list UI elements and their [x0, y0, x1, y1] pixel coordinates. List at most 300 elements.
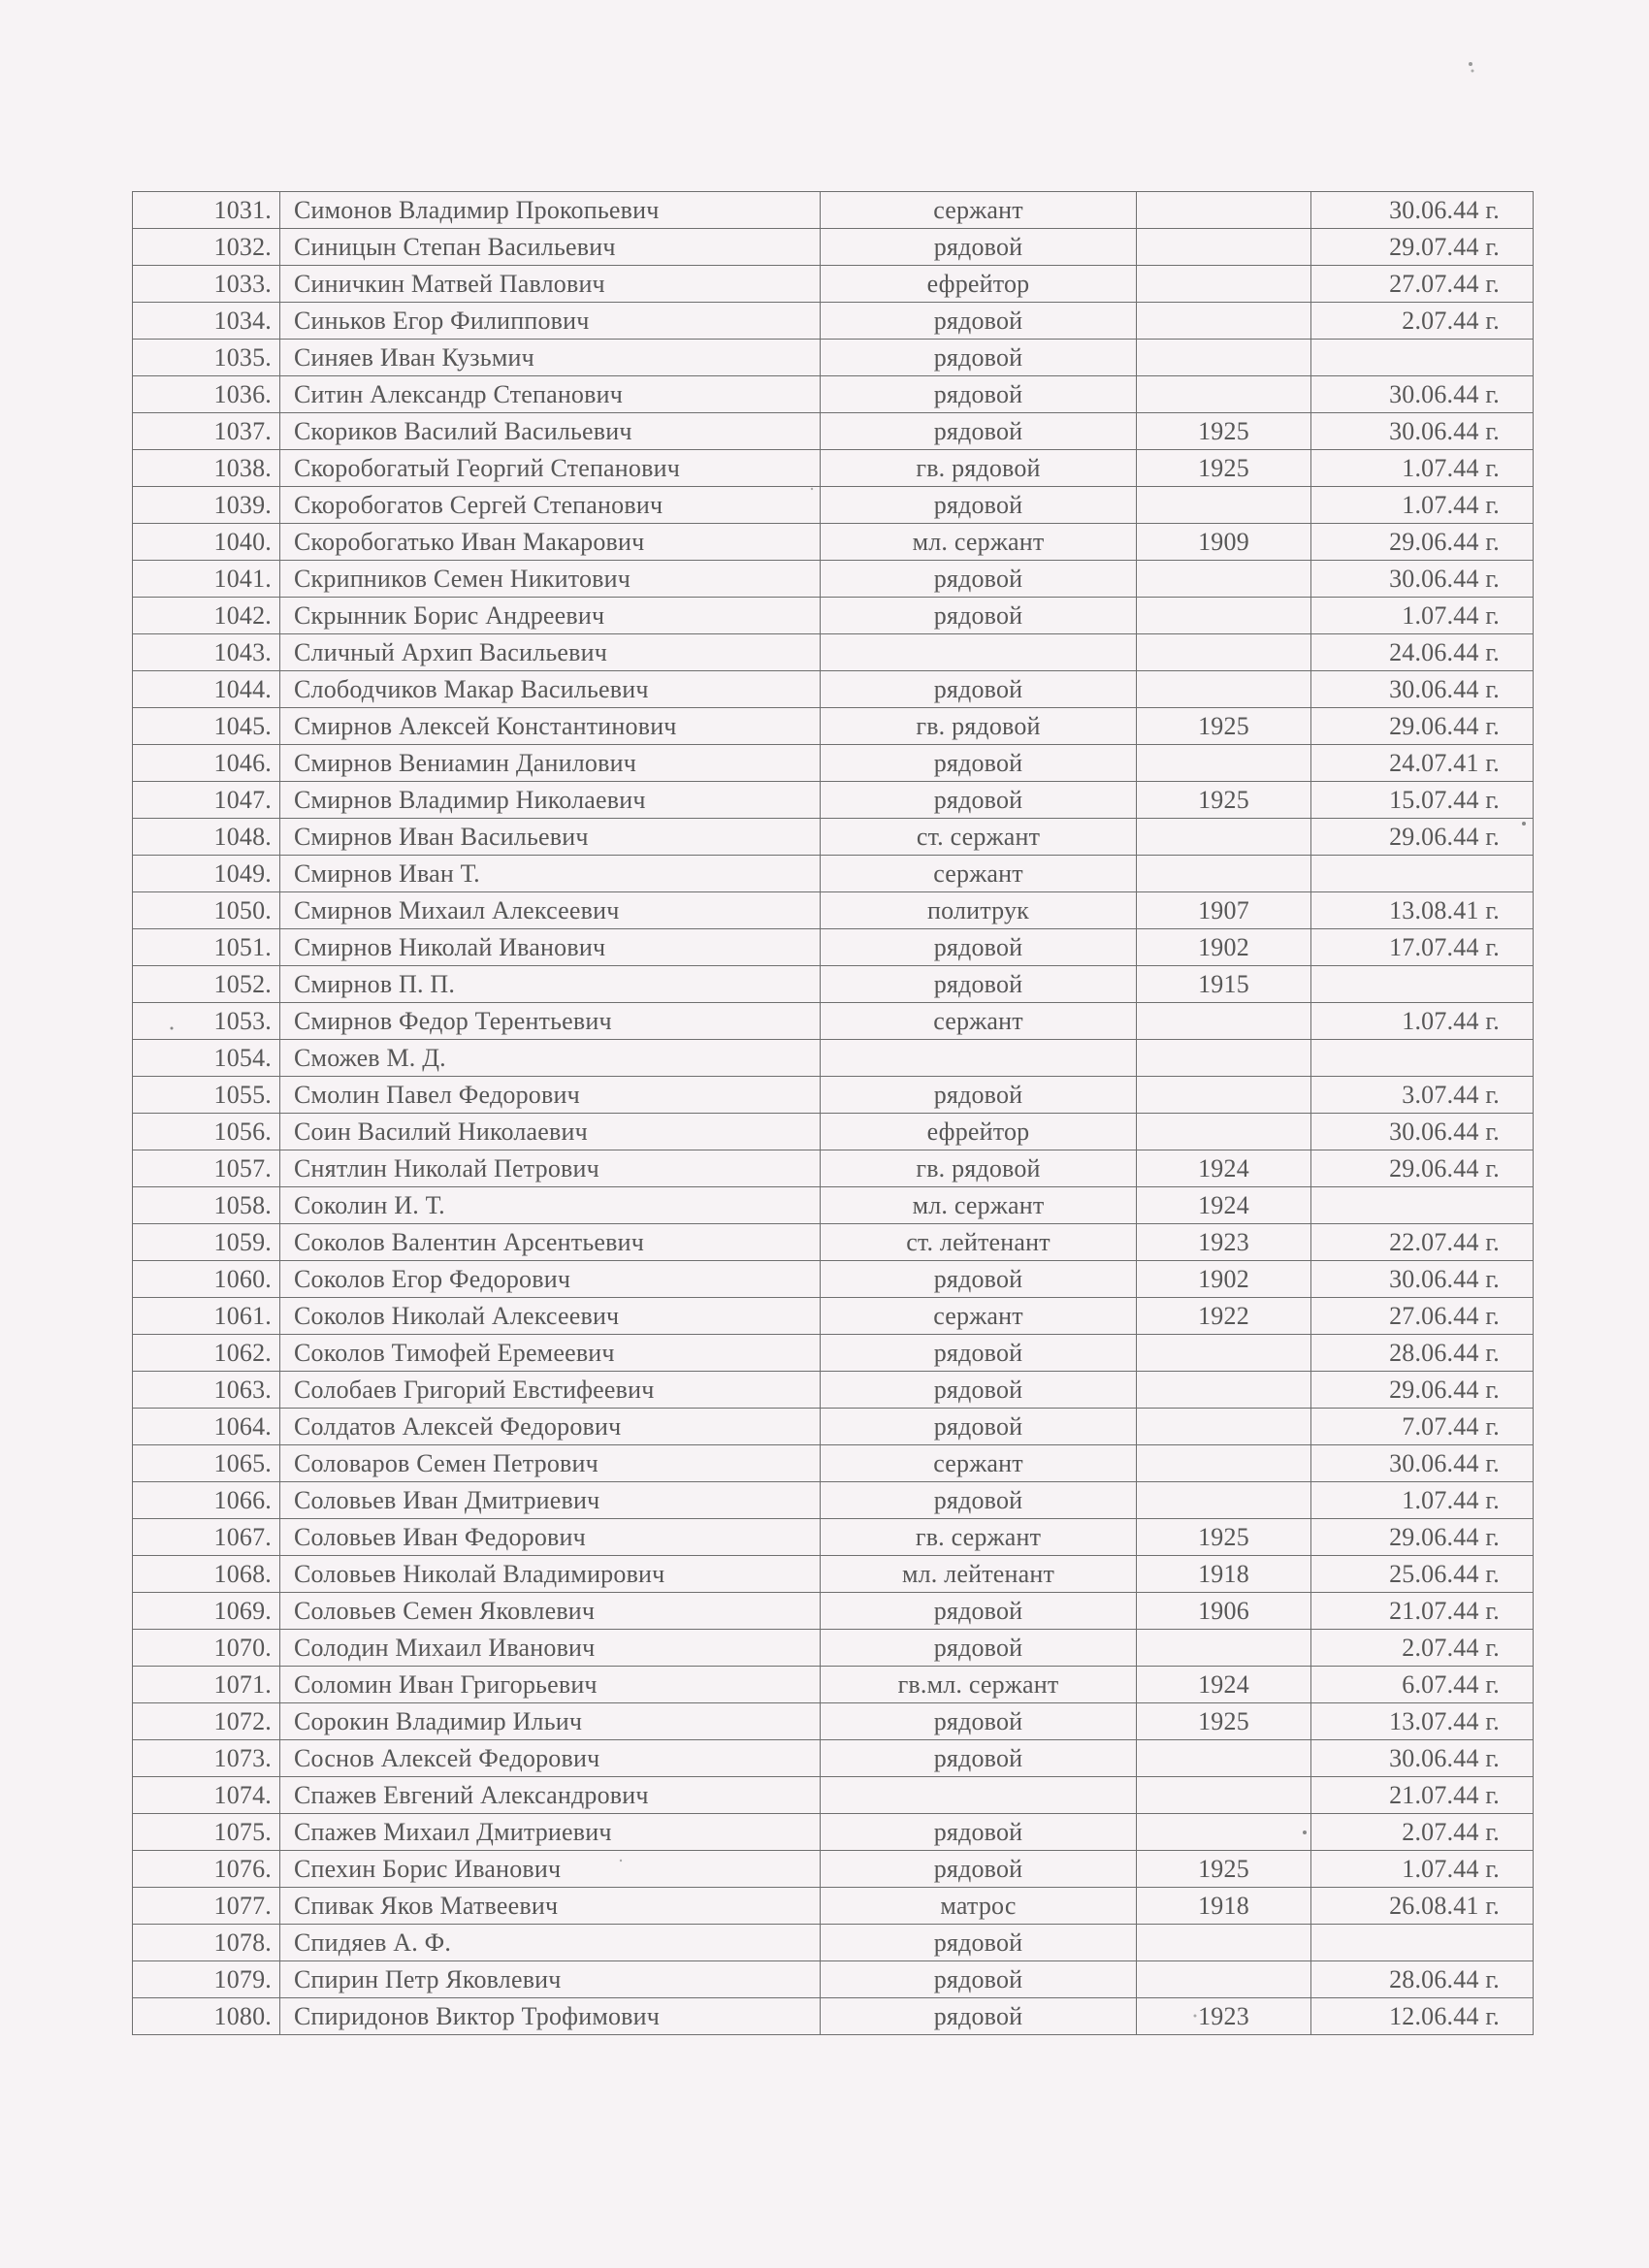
date-of-death: 29.07.44 г. — [1389, 233, 1500, 261]
date-of-death: 30.06.44 г. — [1389, 1449, 1500, 1477]
birth-year-cell — [1137, 1298, 1311, 1335]
row-number: 1070. — [213, 1634, 272, 1662]
military-rank-cell — [821, 966, 1137, 1003]
person-name-cell — [280, 1335, 821, 1372]
row-number-cell — [133, 1261, 280, 1298]
military-rank: рядовой — [933, 749, 1023, 777]
birth-year-cell — [1137, 450, 1311, 487]
military-rank-cell — [821, 303, 1137, 340]
table-row — [133, 782, 1534, 819]
birth-year: 1915 — [1198, 970, 1249, 998]
military-rank-cell — [821, 1777, 1137, 1814]
military-rank: рядовой — [933, 1486, 1023, 1514]
person-name: Смирнов Иван Васильевич — [294, 823, 589, 851]
date-of-death-cell — [1311, 192, 1534, 229]
military-rank-cell — [821, 1187, 1137, 1224]
register-body — [133, 192, 1534, 2035]
row-number: 1053. — [213, 1007, 272, 1035]
row-number: 1054. — [213, 1044, 272, 1072]
person-name-cell — [280, 1114, 821, 1150]
date-of-death-cell — [1311, 1740, 1534, 1777]
person-name-cell — [280, 1261, 821, 1298]
table-row — [133, 229, 1534, 266]
military-rank-cell — [821, 450, 1137, 487]
row-number: 1044. — [213, 675, 272, 703]
military-rank-cell — [821, 229, 1137, 266]
person-name: Солодин Михаил Иванович — [294, 1634, 596, 1662]
date-of-death: 30.06.44 г. — [1389, 1744, 1500, 1772]
row-number-cell — [133, 1630, 280, 1667]
birth-year-cell — [1137, 376, 1311, 413]
person-name: Соловьев Семен Яковлевич — [294, 1597, 596, 1625]
row-number-cell — [133, 819, 280, 856]
military-rank: рядовой — [933, 233, 1023, 261]
military-rank: гв. сержант — [915, 1523, 1042, 1551]
person-name: Спирин Петр Яковлевич — [294, 1965, 562, 1993]
row-number-cell — [133, 1777, 280, 1814]
person-name-cell — [280, 1150, 821, 1187]
date-of-death: 1.07.44 г. — [1402, 491, 1500, 519]
military-rank-cell — [821, 376, 1137, 413]
row-number-cell — [133, 1814, 280, 1851]
person-name-cell — [280, 966, 821, 1003]
date-of-death-cell — [1311, 1445, 1534, 1482]
date-of-death-cell — [1311, 1556, 1534, 1593]
birth-year: 1925 — [1198, 1855, 1249, 1883]
row-number-cell — [133, 1335, 280, 1372]
row-number-cell — [133, 376, 280, 413]
birth-year-cell — [1137, 966, 1311, 1003]
row-number: 1036. — [213, 380, 272, 408]
military-rank-cell — [821, 708, 1137, 745]
person-name-cell — [280, 192, 821, 229]
military-rank: рядовой — [933, 675, 1023, 703]
person-name: Сорокин Владимир Ильич — [294, 1707, 583, 1735]
row-number-cell — [133, 413, 280, 450]
military-rank-cell — [821, 745, 1137, 782]
date-of-death: 30.06.44 г. — [1389, 417, 1500, 445]
person-name: Спивак Яков Матвеевич — [294, 1892, 559, 1920]
person-name: Смирнов Иван Т. — [294, 859, 480, 888]
military-rank-cell — [821, 413, 1137, 450]
date-of-death: 27.07.44 г. — [1389, 270, 1500, 298]
date-of-death: 24.06.44 г. — [1389, 638, 1500, 666]
birth-year-cell — [1137, 598, 1311, 634]
table-row — [133, 1482, 1534, 1519]
person-name-cell — [280, 892, 821, 929]
date-of-death-cell — [1311, 1703, 1534, 1740]
person-name: Смирнов Николай Иванович — [294, 933, 606, 961]
birth-year-cell — [1137, 1630, 1311, 1667]
row-number: 1071. — [213, 1670, 272, 1699]
person-name-cell — [280, 856, 821, 892]
person-name-cell — [280, 1667, 821, 1703]
table-row — [133, 1630, 1534, 1667]
military-rank: ефрейтор — [926, 270, 1030, 298]
birth-year: 1925 — [1198, 786, 1249, 814]
row-number: 1031. — [213, 196, 272, 224]
birth-year-cell — [1137, 1409, 1311, 1445]
date-of-death: 1.07.44 г. — [1402, 601, 1500, 630]
military-rank: рядовой — [933, 491, 1023, 519]
date-of-death-cell — [1311, 745, 1534, 782]
person-name-cell — [280, 1703, 821, 1740]
military-rank-cell — [821, 1961, 1137, 1998]
date-of-death-cell — [1311, 819, 1534, 856]
date-of-death: 26.08.41 г. — [1389, 1892, 1500, 1920]
row-number: 1075. — [213, 1818, 272, 1846]
row-number-cell — [133, 892, 280, 929]
row-number: 1056. — [213, 1118, 272, 1146]
row-number-cell — [133, 1703, 280, 1740]
person-name: Синьков Егор Филиппович — [294, 307, 590, 335]
row-number-cell — [133, 1114, 280, 1150]
birth-year-cell — [1137, 487, 1311, 524]
person-name: Слободчиков Макар Васильевич — [294, 675, 649, 703]
person-name: Смирнов П. П. — [294, 970, 456, 998]
birth-year-cell — [1137, 229, 1311, 266]
military-rank: рядовой — [933, 1818, 1023, 1846]
person-name-cell — [280, 929, 821, 966]
military-rank-cell — [821, 1409, 1137, 1445]
military-rank-cell — [821, 1888, 1137, 1925]
person-name-cell — [280, 376, 821, 413]
table-row — [133, 1888, 1534, 1925]
person-name: Скрипников Семен Никитович — [294, 565, 631, 593]
birth-year: 1923 — [1198, 1228, 1249, 1256]
date-of-death-cell — [1311, 598, 1534, 634]
table-row — [133, 1814, 1534, 1851]
row-number: 1080. — [213, 2002, 272, 2030]
row-number-cell — [133, 192, 280, 229]
date-of-death: 30.06.44 г. — [1389, 565, 1500, 593]
person-name-cell — [280, 561, 821, 598]
person-name: Соловьев Иван Дмитриевич — [294, 1486, 600, 1514]
row-number-cell — [133, 1998, 280, 2035]
person-name: Скоробогатый Георгий Степанович — [294, 454, 680, 482]
row-number: 1079. — [213, 1965, 272, 1993]
birth-year: 1925 — [1198, 1707, 1249, 1735]
date-of-death: 28.06.44 г. — [1389, 1965, 1500, 1993]
military-rank-cell — [821, 1040, 1137, 1077]
military-rank: ст. сержант — [916, 823, 1041, 851]
person-name-cell — [280, 1851, 821, 1888]
birth-year: 1902 — [1198, 1265, 1249, 1293]
person-name: Спажев Евгений Александрович — [294, 1781, 649, 1809]
military-rank-cell — [821, 192, 1137, 229]
row-number: 1045. — [213, 712, 272, 740]
military-rank: сержант — [933, 1007, 1023, 1035]
military-rank-cell — [821, 1372, 1137, 1409]
birth-year-cell — [1137, 671, 1311, 708]
birth-year-cell — [1137, 1740, 1311, 1777]
person-name-cell — [280, 1777, 821, 1814]
row-number: 1057. — [213, 1154, 272, 1183]
birth-year: 1924 — [1198, 1191, 1249, 1219]
military-rank-cell — [821, 487, 1137, 524]
military-rank-cell — [821, 929, 1137, 966]
military-rank-cell — [821, 1703, 1137, 1740]
person-name-cell — [280, 671, 821, 708]
date-of-death: 29.06.44 г. — [1389, 1523, 1500, 1551]
person-name-cell — [280, 303, 821, 340]
birth-year-cell — [1137, 1925, 1311, 1961]
person-name-cell — [280, 450, 821, 487]
person-name-cell — [280, 1998, 821, 2035]
date-of-death-cell — [1311, 561, 1534, 598]
date-of-death: 2.07.44 г. — [1402, 1634, 1500, 1662]
person-name-cell — [280, 1445, 821, 1482]
person-name: Скориков Василий Васильевич — [294, 417, 632, 445]
military-rank: рядовой — [933, 565, 1023, 593]
person-name: Солдатов Алексей Федорович — [294, 1412, 622, 1441]
birth-year-cell — [1137, 1998, 1311, 2035]
military-rank: рядовой — [933, 601, 1023, 630]
person-name-cell — [280, 266, 821, 303]
row-number: 1050. — [213, 896, 272, 924]
row-number-cell — [133, 745, 280, 782]
person-name: Соколин И. Т. — [294, 1191, 445, 1219]
date-of-death-cell — [1311, 1482, 1534, 1519]
table-row — [133, 1519, 1534, 1556]
military-rank-cell — [821, 1851, 1137, 1888]
date-of-death-cell — [1311, 1261, 1534, 1298]
military-rank: рядовой — [933, 1855, 1023, 1883]
date-of-death: 30.06.44 г. — [1389, 196, 1500, 224]
birth-year-cell — [1137, 1777, 1311, 1814]
table-row — [133, 1040, 1534, 1077]
row-number-cell — [133, 561, 280, 598]
row-number-cell — [133, 929, 280, 966]
military-rank: мл. сержант — [912, 528, 1045, 556]
person-name: Соколов Тимофей Еремеевич — [294, 1339, 615, 1367]
military-rank-cell — [821, 1482, 1137, 1519]
military-rank-cell — [821, 856, 1137, 892]
row-number: 1042. — [213, 601, 272, 630]
row-number: 1033. — [213, 270, 272, 298]
row-number-cell — [133, 634, 280, 671]
row-number-cell — [133, 1888, 280, 1925]
row-number: 1039. — [213, 491, 272, 519]
person-name: Сличный Архип Васильевич — [294, 638, 607, 666]
row-number-cell — [133, 1925, 280, 1961]
row-number: 1052. — [213, 970, 272, 998]
birth-year-cell — [1137, 856, 1311, 892]
row-number-cell — [133, 1409, 280, 1445]
military-rank: рядовой — [933, 1707, 1023, 1735]
person-name-cell — [280, 413, 821, 450]
row-number-cell — [133, 1077, 280, 1114]
row-number-cell — [133, 856, 280, 892]
military-rank-cell — [821, 1003, 1137, 1040]
date-of-death: 30.06.44 г. — [1389, 1265, 1500, 1293]
date-of-death-cell — [1311, 1519, 1534, 1556]
row-number: 1058. — [213, 1191, 272, 1219]
military-rank-cell — [821, 1593, 1137, 1630]
military-rank: сержант — [933, 1449, 1023, 1477]
row-number-cell — [133, 1003, 280, 1040]
row-number: 1034. — [213, 307, 272, 335]
person-name-cell — [280, 1372, 821, 1409]
row-number: 1063. — [213, 1376, 272, 1404]
birth-year-cell — [1137, 1593, 1311, 1630]
birth-year: 1906 — [1198, 1597, 1249, 1625]
row-number: 1064. — [213, 1412, 272, 1441]
row-number-cell — [133, 598, 280, 634]
table-row — [133, 487, 1534, 524]
military-rank: рядовой — [933, 1412, 1023, 1441]
row-number: 1072. — [213, 1707, 272, 1735]
person-name-cell — [280, 634, 821, 671]
table-row — [133, 1261, 1534, 1298]
person-name: Соколов Валентин Арсентьевич — [294, 1228, 645, 1256]
row-number: 1049. — [213, 859, 272, 888]
person-name-cell — [280, 782, 821, 819]
military-rank: рядовой — [933, 417, 1023, 445]
birth-year: 1924 — [1198, 1670, 1249, 1699]
date-of-death-cell — [1311, 671, 1534, 708]
row-number-cell — [133, 782, 280, 819]
military-rank: рядовой — [933, 307, 1023, 335]
person-name-cell — [280, 487, 821, 524]
military-rank: рядовой — [933, 1339, 1023, 1367]
table-row — [133, 266, 1534, 303]
row-number-cell — [133, 1298, 280, 1335]
table-row — [133, 598, 1534, 634]
row-number: 1077. — [213, 1892, 272, 1920]
military-rank: рядовой — [933, 2002, 1023, 2030]
date-of-death: 24.07.41 г. — [1389, 749, 1500, 777]
military-rank-cell — [821, 340, 1137, 376]
casualty-register-table — [132, 191, 1534, 2035]
row-number-cell — [133, 708, 280, 745]
military-rank: рядовой — [933, 1081, 1023, 1109]
row-number-cell — [133, 266, 280, 303]
row-number: 1074. — [213, 1781, 272, 1809]
date-of-death-cell — [1311, 1335, 1534, 1372]
person-name-cell — [280, 1409, 821, 1445]
birth-year-cell — [1137, 1667, 1311, 1703]
row-number: 1059. — [213, 1228, 272, 1256]
table-row — [133, 1593, 1534, 1630]
table-row — [133, 1556, 1534, 1593]
birth-year-cell — [1137, 708, 1311, 745]
row-number-cell — [133, 1372, 280, 1409]
military-rank-cell — [821, 1667, 1137, 1703]
birth-year-cell — [1137, 1519, 1311, 1556]
row-number-cell — [133, 487, 280, 524]
military-rank-cell — [821, 524, 1137, 561]
military-rank: рядовой — [933, 1597, 1023, 1625]
date-of-death: 6.07.44 г. — [1402, 1670, 1500, 1699]
birth-year: 1925 — [1198, 417, 1249, 445]
military-rank-cell — [821, 1261, 1137, 1298]
row-number: 1037. — [213, 417, 272, 445]
date-of-death: 7.07.44 г. — [1402, 1412, 1500, 1441]
date-of-death: 21.07.44 г. — [1389, 1597, 1500, 1625]
date-of-death-cell — [1311, 1040, 1534, 1077]
row-number-cell — [133, 1040, 280, 1077]
date-of-death-cell — [1311, 634, 1534, 671]
military-rank: ефрейтор — [926, 1118, 1030, 1146]
row-number: 1035. — [213, 343, 272, 372]
person-name-cell — [280, 1740, 821, 1777]
table-row — [133, 819, 1534, 856]
date-of-death-cell — [1311, 1593, 1534, 1630]
person-name-cell — [280, 1482, 821, 1519]
table-row — [133, 1445, 1534, 1482]
birth-year-cell — [1137, 929, 1311, 966]
date-of-death-cell — [1311, 1003, 1534, 1040]
date-of-death-cell — [1311, 1777, 1534, 1814]
military-rank-cell — [821, 1335, 1137, 1372]
person-name: Снятлин Николай Петрович — [294, 1154, 599, 1183]
person-name-cell — [280, 1925, 821, 1961]
row-number: 1032. — [213, 233, 272, 261]
military-rank-cell — [821, 1298, 1137, 1335]
person-name-cell — [280, 1814, 821, 1851]
row-number: 1078. — [213, 1928, 272, 1957]
person-name: Спехин Борис Иванович — [294, 1855, 562, 1883]
table-row — [133, 524, 1534, 561]
row-number: 1073. — [213, 1744, 272, 1772]
birth-year: 1907 — [1198, 896, 1249, 924]
person-name-cell — [280, 1961, 821, 1998]
date-of-death-cell — [1311, 1888, 1534, 1925]
person-name-cell — [280, 1040, 821, 1077]
date-of-death-cell — [1311, 1224, 1534, 1261]
date-of-death-cell — [1311, 376, 1534, 413]
row-number-cell — [133, 966, 280, 1003]
date-of-death: 29.06.44 г. — [1389, 1376, 1500, 1404]
row-number-cell — [133, 1150, 280, 1187]
row-number: 1047. — [213, 786, 272, 814]
military-rank: гв. рядовой — [916, 454, 1041, 482]
birth-year-cell — [1137, 1003, 1311, 1040]
person-name: Смирнов Алексей Константинович — [294, 712, 677, 740]
date-of-death-cell — [1311, 229, 1534, 266]
military-rank: сержант — [933, 859, 1023, 888]
table-row — [133, 892, 1534, 929]
person-name: Соин Василий Николаевич — [294, 1118, 588, 1146]
row-number-cell — [133, 340, 280, 376]
birth-year-cell — [1137, 1556, 1311, 1593]
birth-year-cell — [1137, 1482, 1311, 1519]
table-row — [133, 671, 1534, 708]
birth-year-cell — [1137, 561, 1311, 598]
birth-year-cell — [1137, 1150, 1311, 1187]
person-name: Смирнов Вениамин Данилович — [294, 749, 636, 777]
person-name: Соловьев Николай Владимирович — [294, 1560, 665, 1588]
table-row — [133, 561, 1534, 598]
row-number: 1048. — [213, 823, 272, 851]
person-name: Спидяев А. Ф. — [294, 1928, 452, 1957]
person-name: Ситин Александр Степанович — [294, 380, 623, 408]
table-row — [133, 1114, 1534, 1150]
row-number-cell — [133, 524, 280, 561]
row-number-cell — [133, 1482, 280, 1519]
row-number-cell — [133, 1851, 280, 1888]
birth-year-cell — [1137, 1335, 1311, 1372]
birth-year-cell — [1137, 1224, 1311, 1261]
person-name: Смирнов Федор Терентьевич — [294, 1007, 612, 1035]
date-of-death: 15.07.44 г. — [1389, 786, 1500, 814]
table-row — [133, 1851, 1534, 1888]
birth-year-cell — [1137, 745, 1311, 782]
date-of-death: 17.07.44 г. — [1389, 933, 1500, 961]
military-rank-cell — [821, 1556, 1137, 1593]
military-rank: рядовой — [933, 1634, 1023, 1662]
